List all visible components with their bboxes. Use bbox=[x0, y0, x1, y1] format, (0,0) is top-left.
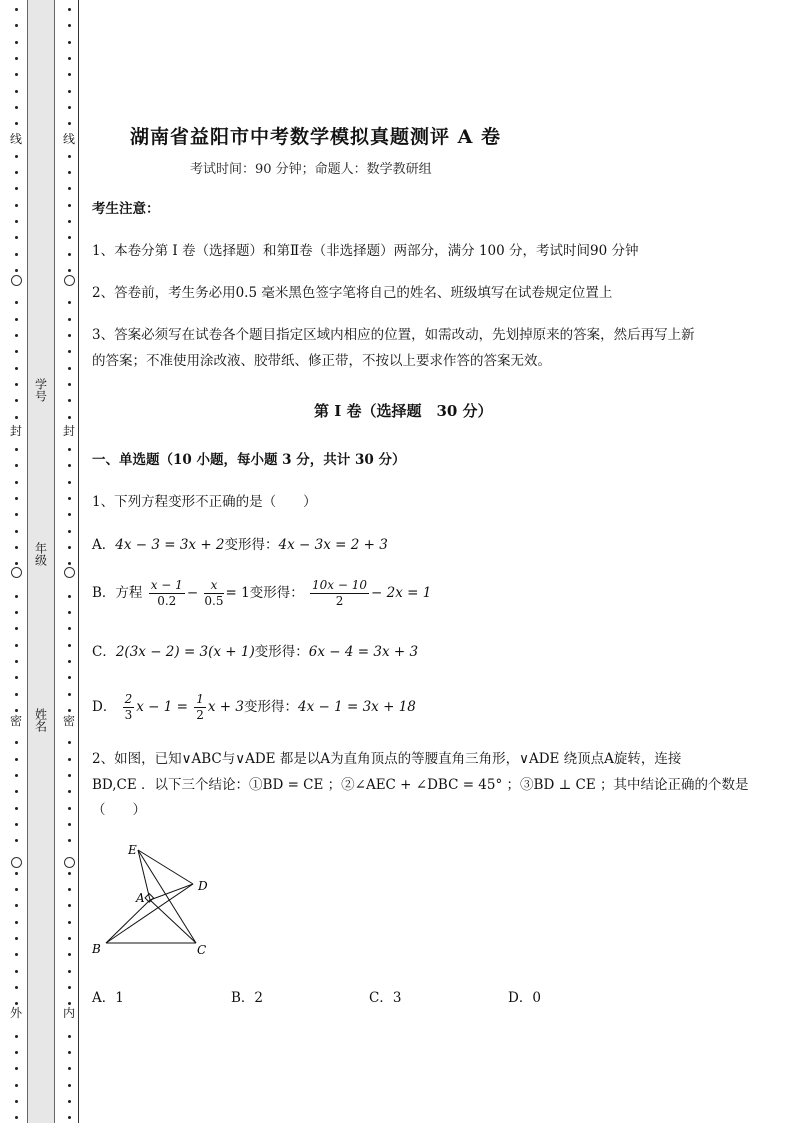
margin-dot bbox=[15, 530, 18, 533]
margin-dot bbox=[15, 1002, 18, 1005]
margin-dot bbox=[15, 888, 18, 891]
margin-circle bbox=[64, 567, 75, 578]
margin-dot bbox=[15, 155, 18, 158]
margin-dot bbox=[15, 921, 18, 924]
margin-dot bbox=[68, 334, 71, 337]
margin-dot bbox=[68, 530, 71, 533]
margin-dot bbox=[68, 1100, 71, 1103]
q2-choice-d: D．0 bbox=[508, 990, 541, 1006]
section-title: 第 I 卷（选择题 30 分） bbox=[314, 402, 493, 420]
margin-dot bbox=[15, 513, 18, 516]
margin-dot bbox=[68, 106, 71, 109]
margin-dot bbox=[68, 562, 71, 565]
margin-dot bbox=[68, 57, 71, 60]
q1-b-frac2: $\frac{x}{0.5}$ bbox=[204, 578, 224, 608]
margin-dot bbox=[68, 383, 71, 386]
margin-dot bbox=[15, 367, 18, 370]
q1-c-expr: 2(3x − 2) = 3(x + 1) bbox=[115, 644, 255, 660]
margin-dot bbox=[68, 497, 71, 500]
margin-dot bbox=[68, 986, 71, 989]
margin-dot bbox=[15, 611, 18, 614]
margin-dot bbox=[15, 24, 18, 27]
margin-dot bbox=[15, 253, 18, 256]
margin-dot bbox=[68, 204, 71, 207]
note-3: 3、答案必须写在试卷各个题目指定区域内相应的位置，如需改动，先划掉原来的答案，然后再写上新 bbox=[92, 327, 695, 343]
q1-c-result: 6x − 4 = 3x + 3 bbox=[308, 644, 419, 660]
margin-dot bbox=[15, 1116, 18, 1119]
margin-dot bbox=[15, 986, 18, 989]
seg-AD bbox=[150, 884, 193, 900]
margin-circle bbox=[64, 275, 75, 286]
margin-dot bbox=[68, 693, 71, 696]
margin-dot bbox=[68, 937, 71, 940]
margin-dot bbox=[15, 595, 18, 598]
margin-dot bbox=[15, 937, 18, 940]
q2-line2: BD,CE ．以下三个结论：①BD = CE ；②∠AEC + ∠DBC = 45° ；③BD ⊥ CE ；其中结论正确的个数是 bbox=[92, 777, 749, 793]
margin-dot bbox=[15, 1051, 18, 1054]
margin-dot bbox=[68, 644, 71, 647]
margin-dot bbox=[68, 318, 71, 321]
exam-subtitle: 考试时间：90 分钟；命题人：数学教研组 bbox=[190, 162, 432, 177]
margin-dot bbox=[68, 481, 71, 484]
margin-dot bbox=[15, 236, 18, 239]
margin-dot bbox=[15, 807, 18, 810]
q1-b-frac3: $\frac{10x - 10}{2}$ bbox=[312, 578, 368, 608]
margin-dot bbox=[68, 399, 71, 402]
margin-char-feng: 封 bbox=[10, 424, 23, 438]
margin-dot bbox=[15, 741, 18, 744]
q2-choice-c: C．3 bbox=[369, 990, 402, 1006]
inner-char-xian: 线 bbox=[63, 132, 76, 146]
margin-dot bbox=[15, 171, 18, 174]
margin-dot bbox=[15, 693, 18, 696]
margin-dot bbox=[68, 1035, 71, 1038]
part-heading: 一、单选题（10 小题，每小题 3 分，共计 30 分） bbox=[92, 452, 406, 468]
margin-dot bbox=[15, 41, 18, 44]
margin-dot bbox=[15, 383, 18, 386]
margin-dot bbox=[15, 187, 18, 190]
margin-dot bbox=[68, 676, 71, 679]
margin-dot bbox=[68, 758, 71, 761]
margin-dot bbox=[68, 595, 71, 598]
q1-option-b: B．方程 $\frac{x - 1}{0.2}$ − $\frac{x}{0.5}$ = 1变形得： $\frac{10x - 10}{2}$ − 2x = 1 bbox=[92, 578, 432, 608]
margin-dot bbox=[15, 627, 18, 630]
q2-line3: （ ） bbox=[92, 802, 146, 818]
margin-dot bbox=[15, 774, 18, 777]
label-D: D bbox=[198, 879, 208, 893]
margin-dot bbox=[15, 904, 18, 907]
margin-dot bbox=[68, 448, 71, 451]
margin-dot bbox=[68, 253, 71, 256]
q2-choice-a: A．1 bbox=[92, 990, 124, 1006]
margin-circle bbox=[11, 275, 22, 286]
outer-dotted-column bbox=[11, 0, 23, 1123]
margin-dot bbox=[68, 367, 71, 370]
margin-dot bbox=[68, 122, 71, 125]
note-3-cont: 的答案；不准使用涂改液、胶带纸、修正带，不按以上要求作答的答案无效。 bbox=[92, 353, 551, 369]
notes-heading: 考生注意： bbox=[92, 201, 160, 217]
margin-dot bbox=[68, 627, 71, 630]
margin-dot bbox=[68, 921, 71, 924]
margin-dot bbox=[15, 1100, 18, 1103]
margin-dot bbox=[68, 236, 71, 239]
margin-dot bbox=[15, 481, 18, 484]
inner-dotted-column bbox=[64, 0, 76, 1123]
margin-dot bbox=[15, 823, 18, 826]
q1-b-frac1: $\frac{x - 1}{0.2}$ bbox=[150, 578, 183, 608]
q1-d-frac1: $\frac{2}{3}$ bbox=[124, 692, 133, 722]
label-A: A bbox=[136, 891, 145, 905]
margin-dot bbox=[15, 839, 18, 842]
margin-dot bbox=[15, 1035, 18, 1038]
margin-dot bbox=[15, 872, 18, 875]
margin-dot bbox=[15, 8, 18, 11]
margin-dot bbox=[15, 301, 18, 304]
q1-option-a: A．4x − 3 = 3x + 2变形得：4x − 3x = 2 + 3 bbox=[92, 537, 388, 553]
margin-circle bbox=[11, 857, 22, 868]
margin-dot bbox=[68, 1084, 71, 1087]
seg-ED bbox=[138, 850, 193, 884]
margin-dot bbox=[15, 73, 18, 76]
margin-dot bbox=[68, 1002, 71, 1005]
margin-dot bbox=[15, 497, 18, 500]
margin-dot bbox=[15, 204, 18, 207]
exam-title: 湖南省益阳市中考数学模拟真题测评 A 卷 bbox=[130, 126, 501, 148]
margin-dot bbox=[68, 90, 71, 93]
margin-dot bbox=[15, 676, 18, 679]
margin-circle bbox=[64, 857, 75, 868]
q2-choice-b: B．2 bbox=[231, 990, 264, 1006]
label-E: E bbox=[128, 843, 137, 857]
margin-dot bbox=[15, 970, 18, 973]
margin-dot bbox=[68, 611, 71, 614]
margin-dot bbox=[15, 318, 18, 321]
margin-dot bbox=[68, 709, 71, 712]
margin-dot bbox=[68, 41, 71, 44]
margin-dot bbox=[15, 546, 18, 549]
note-1: 1、本卷分第 I 卷（选择题）和第Ⅱ卷（非选择题）两部分，满分 100 分，考试时间90 分钟 bbox=[92, 243, 639, 259]
margin-dot bbox=[68, 464, 71, 467]
label-C: C bbox=[197, 943, 207, 957]
margin-dot bbox=[15, 1067, 18, 1070]
margin-dot bbox=[68, 660, 71, 663]
margin-dot bbox=[68, 888, 71, 891]
q1-a-expr: 4x − 3 = 3x + 2 bbox=[115, 537, 225, 553]
margin-dot bbox=[15, 448, 18, 451]
margin-dot bbox=[15, 953, 18, 956]
margin-dot bbox=[15, 758, 18, 761]
margin-dot bbox=[15, 644, 18, 647]
q1-a-result: 4x − 3x = 2 + 3 bbox=[278, 537, 388, 553]
margin-dot bbox=[68, 741, 71, 744]
inner-char-nei: 内 bbox=[63, 1006, 76, 1020]
margin-dot bbox=[15, 790, 18, 793]
margin-dot bbox=[68, 416, 71, 419]
margin-dot bbox=[15, 122, 18, 125]
seg-BA bbox=[106, 900, 150, 943]
margin-dot bbox=[68, 546, 71, 549]
q2-line1: 2、如图，已知∨ABC与∨ADE 都是以A为直角顶点的等腰直角三角形，∨ADE 绕顶点A旋转，连接 bbox=[92, 751, 682, 767]
margin-dot bbox=[68, 953, 71, 956]
margin-dot bbox=[68, 350, 71, 353]
margin-dot bbox=[15, 220, 18, 223]
margin-dot bbox=[15, 57, 18, 60]
margin-dot bbox=[15, 1084, 18, 1087]
q1-option-c: C．2(3x − 2) = 3(x + 1)变形得：6x − 4 = 3x + 3 bbox=[92, 644, 419, 660]
margin-dot bbox=[15, 399, 18, 402]
note-2: 2、答卷前，考生务必用0.5 毫米黑色签字笔将自己的姓名、班级填写在试卷规定位置上 bbox=[92, 285, 613, 301]
margin-dot bbox=[15, 562, 18, 565]
margin-char-mi: 密 bbox=[10, 714, 23, 728]
margin-dot bbox=[15, 106, 18, 109]
q2-figure bbox=[92, 840, 222, 965]
q1-d-frac2: $\frac{1}{2}$ bbox=[196, 692, 204, 722]
inner-char-feng: 封 bbox=[63, 424, 76, 438]
seg-BD bbox=[106, 884, 193, 943]
margin-dot bbox=[68, 269, 71, 272]
margin-dot bbox=[68, 155, 71, 158]
margin-dot bbox=[68, 171, 71, 174]
margin-dot bbox=[15, 709, 18, 712]
margin-dot bbox=[68, 872, 71, 875]
label-B: B bbox=[92, 942, 101, 956]
margin-dot bbox=[68, 839, 71, 842]
q1-stem: 1、下列方程变形不正确的是（ ） bbox=[92, 494, 317, 510]
margin-char-xian: 线 bbox=[10, 132, 23, 146]
margin-dot bbox=[15, 464, 18, 467]
label-student-id: 学号 bbox=[33, 378, 48, 402]
margin-rule bbox=[78, 0, 79, 1123]
margin-dot bbox=[68, 8, 71, 11]
margin-dot bbox=[15, 350, 18, 353]
margin-dot bbox=[68, 24, 71, 27]
margin-dot bbox=[68, 790, 71, 793]
margin-dot bbox=[68, 187, 71, 190]
inner-char-mi: 密 bbox=[63, 714, 76, 728]
margin-dot bbox=[68, 1067, 71, 1070]
margin-dot bbox=[68, 1051, 71, 1054]
margin-dot bbox=[15, 660, 18, 663]
margin-dot bbox=[68, 1116, 71, 1119]
margin-dot bbox=[68, 301, 71, 304]
margin-dot bbox=[15, 334, 18, 337]
label-grade: 年级 bbox=[33, 542, 48, 566]
label-name: 姓名 bbox=[33, 708, 48, 732]
margin-dot bbox=[68, 73, 71, 76]
margin-dot bbox=[15, 269, 18, 272]
margin-dot bbox=[15, 416, 18, 419]
q1-option-d: D． $\frac{2}{3}$ x − 1 = $\frac{1}{2}$ x + 3变形得：4x − 1 = 3x + 18 bbox=[92, 692, 416, 722]
margin-dot bbox=[68, 904, 71, 907]
margin-dot bbox=[68, 220, 71, 223]
margin-dot bbox=[68, 823, 71, 826]
margin-char-wai: 外 bbox=[10, 1006, 23, 1020]
margin-dot bbox=[68, 807, 71, 810]
margin-dot bbox=[68, 970, 71, 973]
margin-dot bbox=[68, 513, 71, 516]
margin-circle bbox=[11, 567, 22, 578]
margin-dot bbox=[68, 774, 71, 777]
margin-dot bbox=[15, 90, 18, 93]
